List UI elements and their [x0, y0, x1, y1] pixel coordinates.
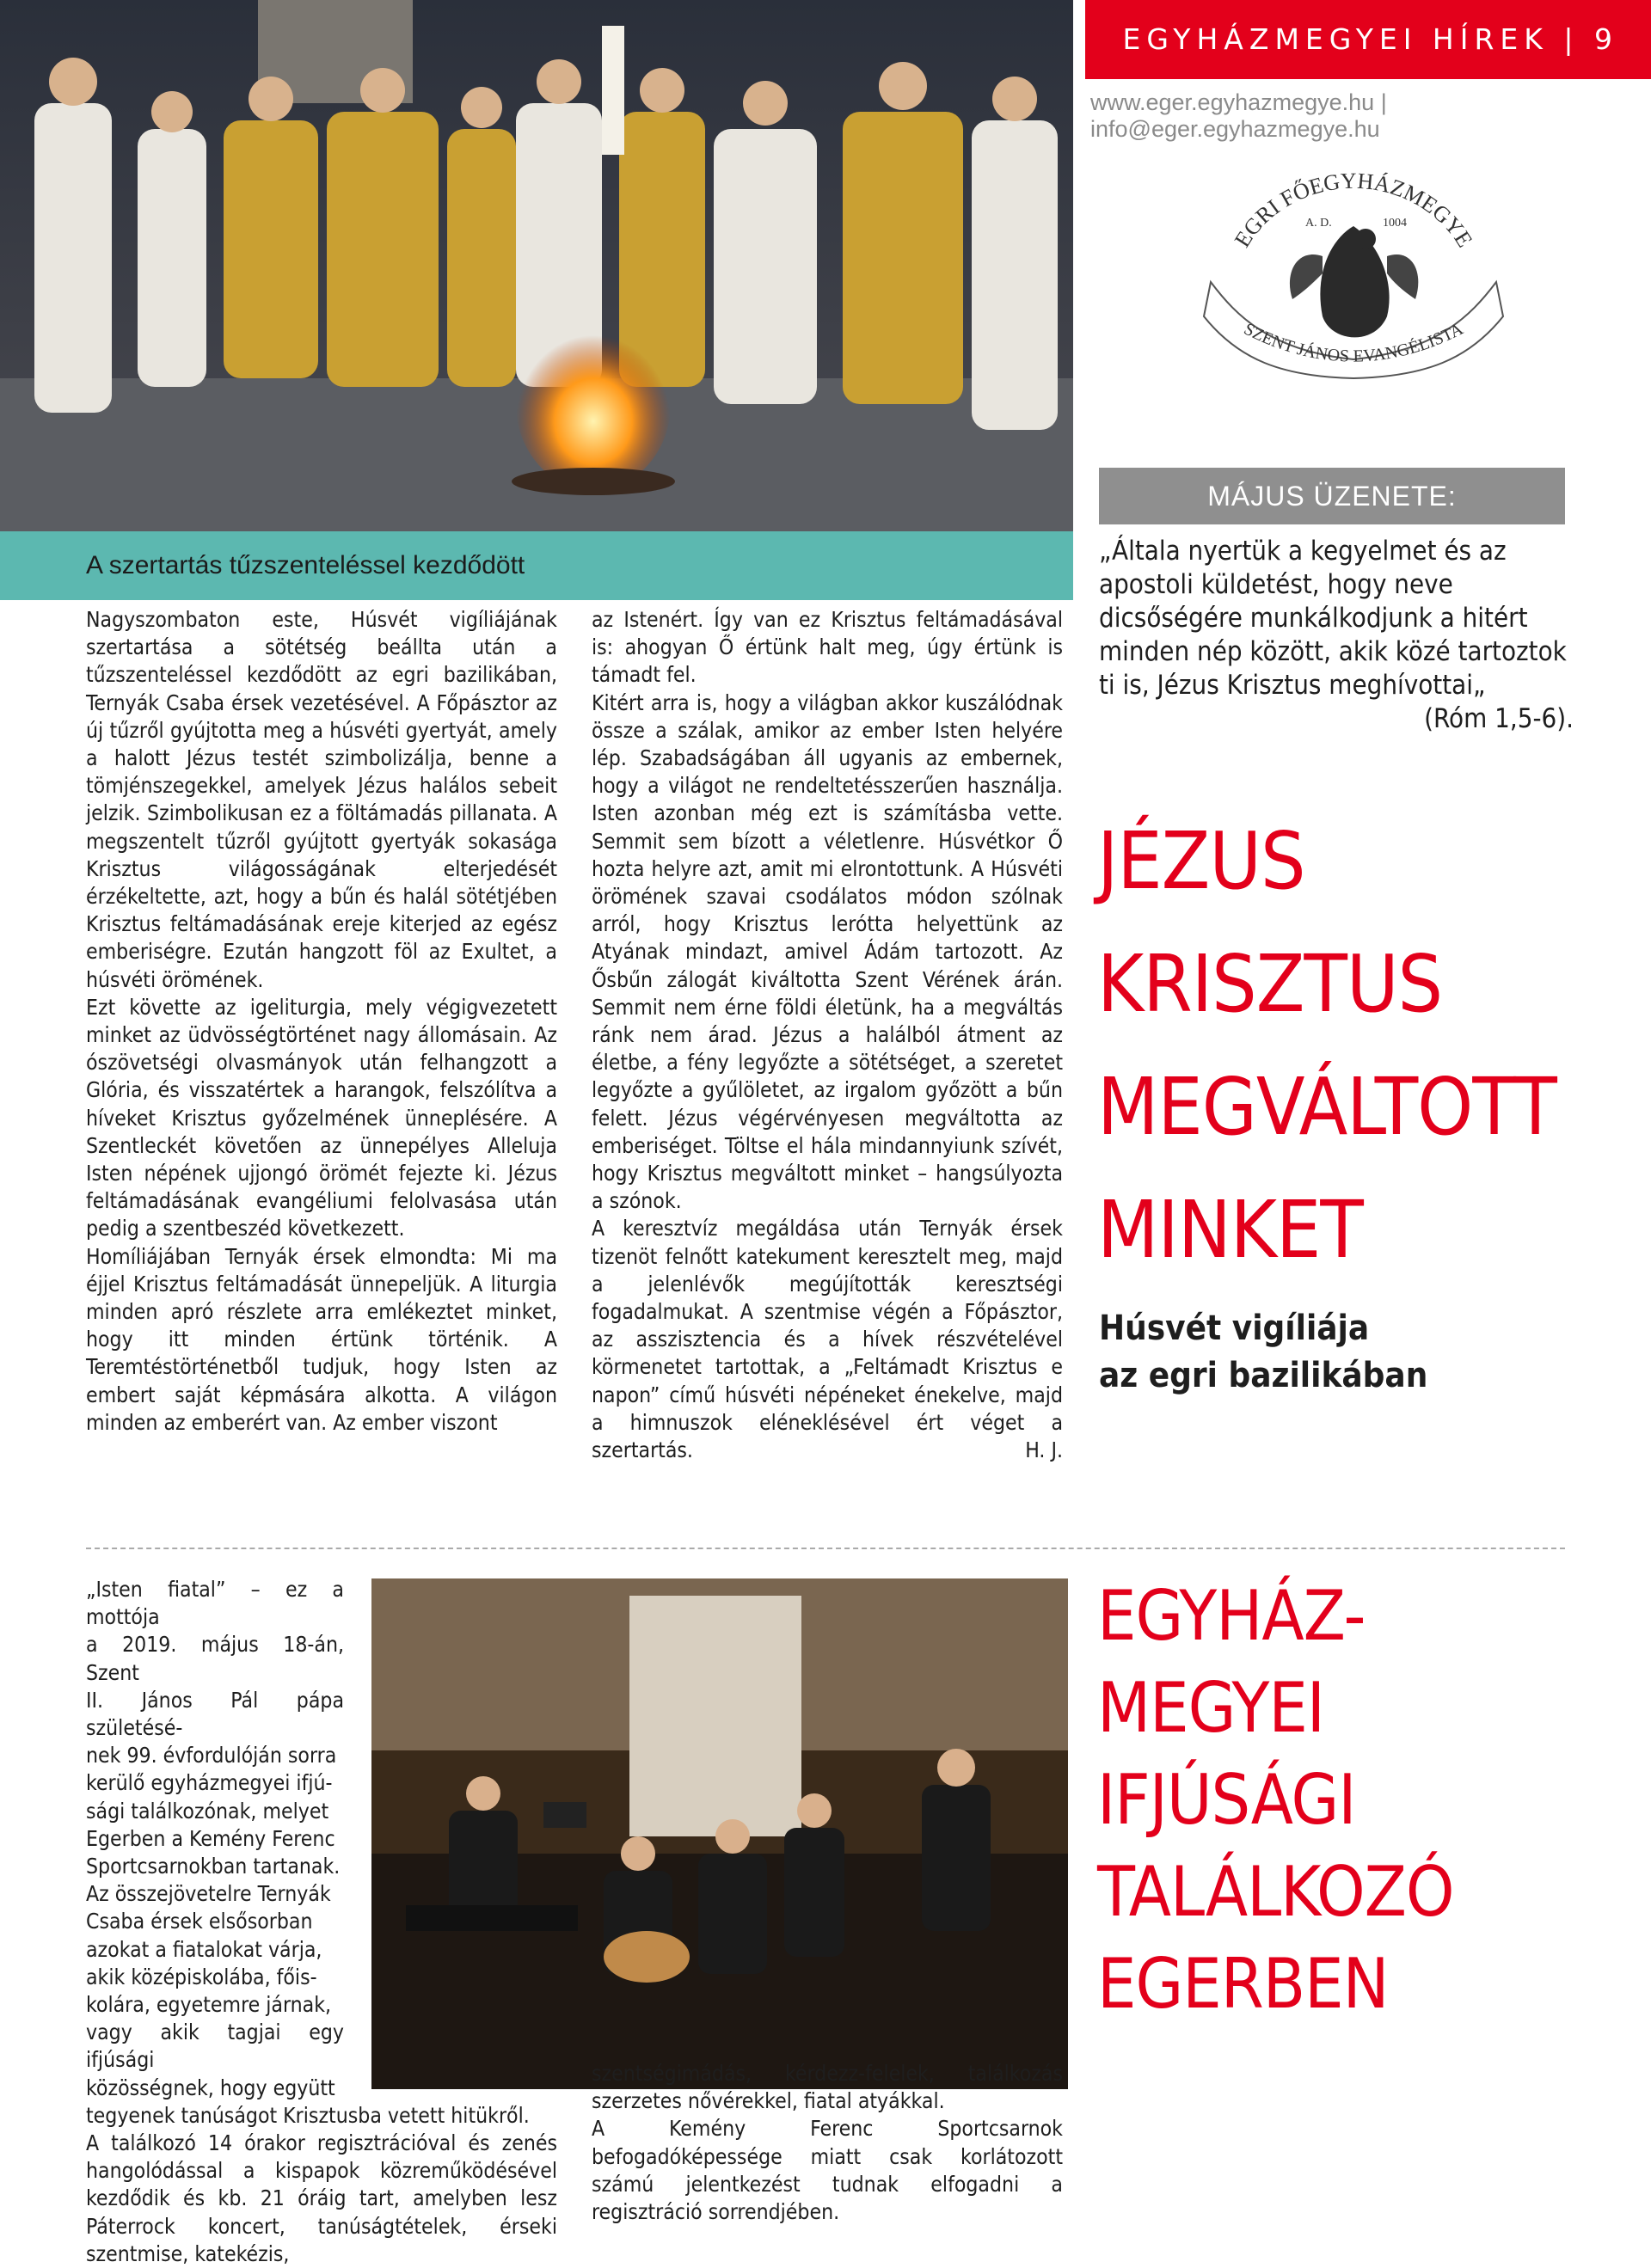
- quote-reference: (Róm 1,5-6).: [1424, 703, 1574, 734]
- archdiocese-logo: [1202, 144, 1505, 383]
- subtitle-line: Húsvét vigíliája: [1099, 1309, 1370, 1348]
- section-header: EGYHÁZMEGYEI HÍREK | 9: [1085, 0, 1651, 79]
- paragraph: szentségimádás, kérdezz-felelek, találkozás szerzetes nővérekkel, fiatal atyákkal.: [592, 2061, 1063, 2114]
- text-line: Az összejövetelre Ternyák: [86, 1881, 331, 1907]
- title-line: EGYHÁZ-: [1097, 1576, 1366, 1656]
- text-line: kerülő egyházmegyei ifjú-: [86, 1770, 333, 1796]
- text-line: azokat a fiatalokat várja,: [86, 1936, 322, 1962]
- text-line: akik középiskolába, főis-: [86, 1964, 317, 1989]
- may-message-heading: MÁJUS ÜZENETE:: [1099, 468, 1565, 524]
- title-line: MEGVÁLTOTT: [1097, 1061, 1556, 1153]
- text-line: kolára, egyetemre járnak,: [86, 1992, 332, 2018]
- paragraph: [592, 1215, 1063, 1464]
- logo-ribbon-text: SZENT JÁNOS EVANGÉLISTA: [1240, 319, 1467, 366]
- author-signature: H. J.: [1025, 1437, 1063, 1463]
- article1-title: [1097, 800, 1630, 1291]
- logo-ad: A. D.: [1305, 217, 1332, 230]
- subtitle-line: az egri bazilikában: [1099, 1356, 1428, 1395]
- paragraph: Ezt követte az igeliturgia, mely végigvezetett minket az üdvösségtörténet nagy állomásain. Az ószövetségi olvasmányok után felhangzott a Glória, és visszatértek a harangok, felszólítva a híveket Krisztus győzelmének ünneplésére. A Szentleckét követően az ünnepélyes Alleluja Isten népének ujjongó örömét fejezte ki. Jézus feltámadásának evangéliumi felolvasása után pedig a szentbeszéd következett.: [86, 994, 557, 1241]
- paragraph: Kitért arra is, hogy a világban akkor kuszálódnak össze a szálak, amikor az ember Isten helyére lép. Szabadságában áll ugyanis az embernek, hogy a világot ne rendeltetésszerűen használja. Isten azonban még ezt is számításba vette. Semmit sem bízott a véletlenre. Húsvétkor Ő hozta helyre azt, amit mi elrontottunk. A Húsvéti örömének szavai csodálatos módon szólnak arról, hogy Krisztus lerótta helyettünk az Atyának mindazt, amivel Ádám tartozott. Az Ősbűn zálogát kiváltotta Szent Vérének árán. Semmit nem érne földi életünk, ha a megváltás ránk nem árad. Jézus a halálból átment az életbe, a fény legyőzte a sötétséget, a szeretet legyőzte a gyűlöletet, az irgalom győzött a bűn felett. Jézus végérvényesen megváltotta az emberiséget. Töltse el hála mindannyiunk szívét, hogy Krisztus megváltott minket – hangsúlyozta a szónok.: [592, 690, 1063, 1214]
- text-line: közösségnek, hogy együtt: [86, 2075, 335, 2100]
- title-line: TALÁLKOZÓ: [1097, 1852, 1454, 1932]
- text-line: Egerben a Kemény Ferenc: [86, 1825, 335, 1851]
- easter-vigil-photo: [0, 0, 1073, 531]
- article2-title: [1097, 1570, 1630, 2030]
- title-line: JÉZUS: [1097, 815, 1305, 907]
- title-line: MEGYEI: [1097, 1668, 1324, 1748]
- website-links[interactable]: www.eger.egyhazmegye.hu | info@eger.egyhazmegye.hu: [1090, 89, 1387, 142]
- text-line: „Isten fiatal” – ez a mottója: [86, 1577, 344, 1630]
- text-line: tegyenek tanúságot Krisztusba vetett hitükről.: [86, 2102, 530, 2128]
- paragraph: A Kemény Ferenc Sportcsarnok befogadóképessége miatt csak korlátozott számú jelentkezést tudnak elfogadni a regisztráció sorrendjében.: [592, 2116, 1063, 2225]
- title-line: IFJÚSÁGI: [1097, 1760, 1356, 1840]
- paragraph-text: A keresztvíz megáldása után Ternyák érsek tizenöt felnőtt katekument keresztelt meg, majd a jelenlévők megújították keresztségi fogadalmukat. A szentmise végén a Főpásztor, az asszisztencia és a hívek részvételével körmenetet tartottak, a „Feltámadt Krisztus e napon” című húsvéti népéneket énekelve, majd a himnuszok eléneklésével ért véget a szertartás.: [592, 1216, 1063, 1463]
- paragraph: A találkozó 14 órakor regisztrációval és zenés hangolódással a kispapok közreműködésével kezdődik és kb. 21 óráig tart, amelyben lesz Páterrock koncert, tanúságtételek, érseki szentmise, katekézis,: [86, 2130, 557, 2266]
- text-line: sági találkozónak, melyet: [86, 1798, 329, 1824]
- title-line: MINKET: [1097, 1184, 1363, 1276]
- text-line: Csaba érsek elsősorban: [86, 1909, 313, 1934]
- photo-caption: A szertartás tűzszenteléssel kezdődött: [0, 531, 1073, 600]
- text-line: Sportcsarnokban tartanak.: [86, 1854, 341, 1879]
- title-line: KRISZTUS: [1097, 938, 1443, 1030]
- paragraph: az Istenért. Így van ez Krisztus feltámadásával is: ahogyan Ő értünk halt meg, úgy értünk is támadt fel.: [592, 607, 1063, 688]
- logo-year: 1004: [1383, 217, 1407, 230]
- article2-column2: [592, 2060, 1063, 2226]
- wrapped-intro: [86, 1576, 344, 2102]
- article1-subtitle: [1099, 1305, 1615, 1400]
- quote-text: „Általa nyertük a kegyelmet és az apostoli küldetést, hogy neve dicsőségére munkálkodjunk a hitért minden nép között, akik közé tartoztok ti is, Jézus Krisztus meghívottai„: [1099, 536, 1567, 701]
- article1-column1: [86, 606, 557, 1437]
- text-line: vagy akik tagjai egy ifjúsági: [86, 2020, 344, 2073]
- article1-column2: [592, 606, 1063, 1464]
- section-divider: [86, 1548, 1565, 1549]
- paragraph: Homíliájában Ternyák érsek elmondta: Mi ma éjjel Krisztus feltámadását ünnepeljük. A liturgia minden apró részlete arra emlékeztet minket, hogy itt minden értünk történik. A Teremtéstörténetből tudjuk, hogy Isten az embert saját képmására alkotta. A világon minden az emberért van. Az ember viszont: [86, 1243, 557, 1435]
- eagle-icon: [1290, 226, 1418, 337]
- may-message-quote: [1099, 535, 1574, 736]
- text-line: II. János Pál pápa születésé-: [86, 1687, 344, 1741]
- text-line: a 2019. május 18-án, Szent: [86, 1632, 344, 1685]
- text-line: nek 99. évfordulóján sorra: [86, 1743, 337, 1768]
- logo-arc-text: EGRI FŐEGYHÁZMEGYE: [1229, 168, 1478, 252]
- paragraph: Nagyszombaton este, Húsvét vigíliájának szertartása a sötétség beállta után a tűzszenteléssel kezdődött az egri bazilikában, Ternyák Csaba érsek vezetésével. A Főpásztor az új tűzről gyújtotta meg a húsvéti gyertyát, amely a halott Jézus testét szimbolizálja, benne a tömjénszegekkel, amelyek Jézus halálos sebeit jelzik. Szimbolikusan ez a föltámadás pillanata. A megszentelt tűzről gyújtott gyertyák sokasága Krisztus világosságának elterjedését érzékeltette, azt, hogy a bűn és halál sötétjében Krisztus feltámadásának ereje kiterjed az egész emberiségre. Ezután hangzott föl az Exultet, a húsvéti örömének.: [86, 607, 557, 992]
- title-line: EGERBEN: [1097, 1944, 1389, 2024]
